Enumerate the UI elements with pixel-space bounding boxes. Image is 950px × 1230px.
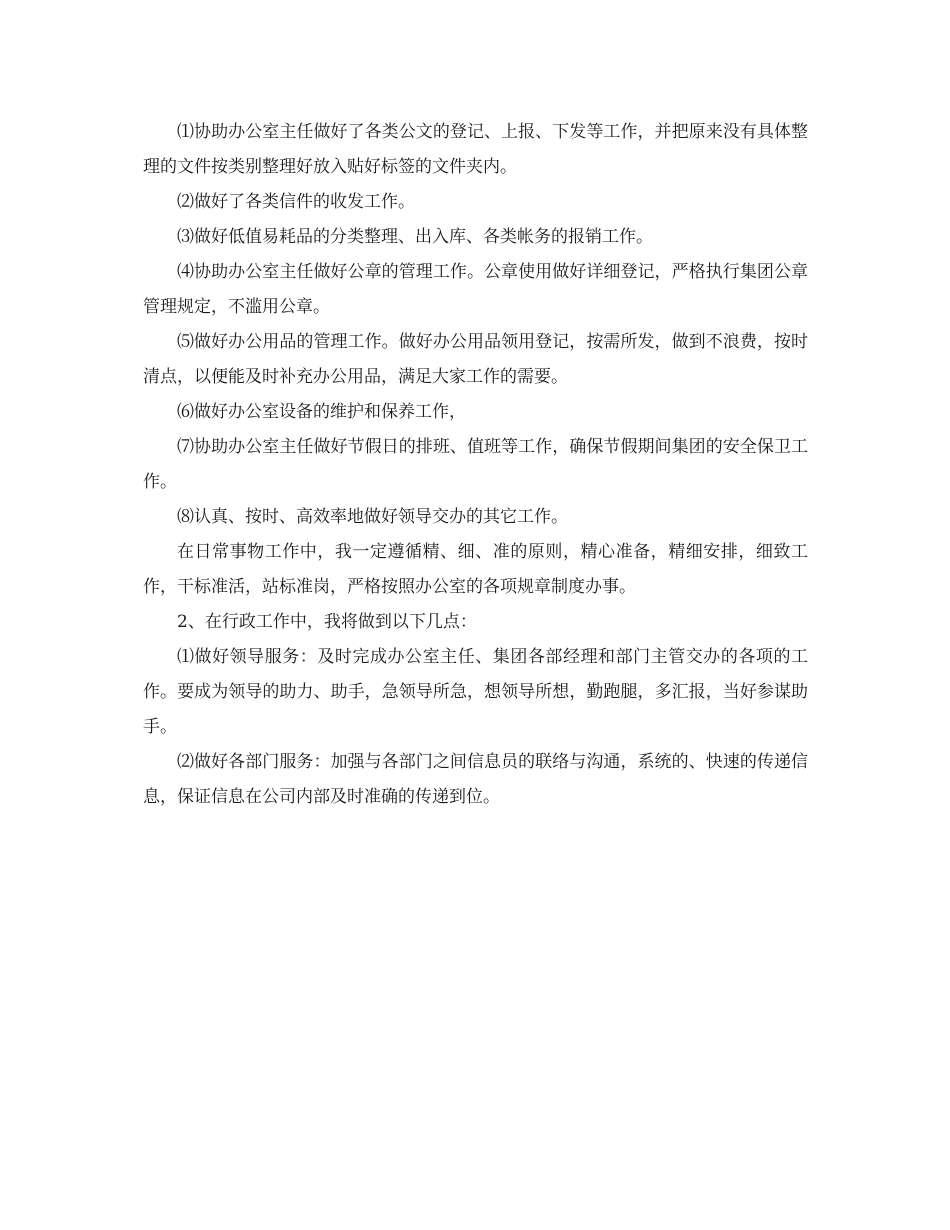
paragraph-daily-work: 在日常事物工作中，我一定遵循精、细、准的原则，精心准备，精细安排，细致工作，干标准活，站标准岗，严格按照办公室的各项规章制度办事。	[143, 542, 808, 597]
paragraph-item-5: ⑸做好办公用品的管理工作。做好办公用品领用登记，按需所发，做到不浪费，按时清点，以便能及时补充办公用品，满足大家工作的需要。	[143, 332, 808, 387]
paragraph-leader-service: ⑴做好领导服务：及时完成办公室主任、集团各部经理和部门主管交办的各项的工作。要成为领导的助力、助手，急领导所急，想领导所想，勤跑腿，多汇报，当好参谋助手。	[143, 647, 808, 737]
paragraph-item-1: ⑴协助办公室主任做好了各类公文的登记、上报、下发等工作，并把原来没有具体整理的文件按类别整理好放入贴好标签的文件夹内。	[143, 122, 808, 177]
paragraph-item-7: ⑺协助办公室主任做好节假日的排班、值班等工作，确保节假期间集团的安全保卫工作。	[143, 437, 808, 492]
paragraph-item-8: ⑻认真、按时、高效率地做好领导交办的其它工作。	[177, 507, 568, 527]
paragraph-item-2: ⑵做好了各类信件的收发工作。	[177, 192, 415, 212]
paragraph-department-service: ⑵做好各部门服务：加强与各部门之间信息员的联络与沟通，系统的、快速的传递信息，保证信息在公司内部及时准确的传递到位。	[143, 752, 808, 807]
paragraph-item-4: ⑷协助办公室主任做好公章的管理工作。公章使用做好详细登记，严格执行集团公章管理规定，不滥用公章。	[143, 262, 808, 317]
document-page	[143, 115, 808, 815]
section-heading-admin-work: 2、在行政工作中，我将做到以下几点：	[177, 612, 477, 632]
paragraph-item-3: ⑶做好低值易耗品的分类整理、出入库、各类帐务的报销工作。	[177, 227, 653, 247]
paragraph-item-6: ⑹做好办公室设备的维护和保养工作，	[177, 402, 466, 422]
